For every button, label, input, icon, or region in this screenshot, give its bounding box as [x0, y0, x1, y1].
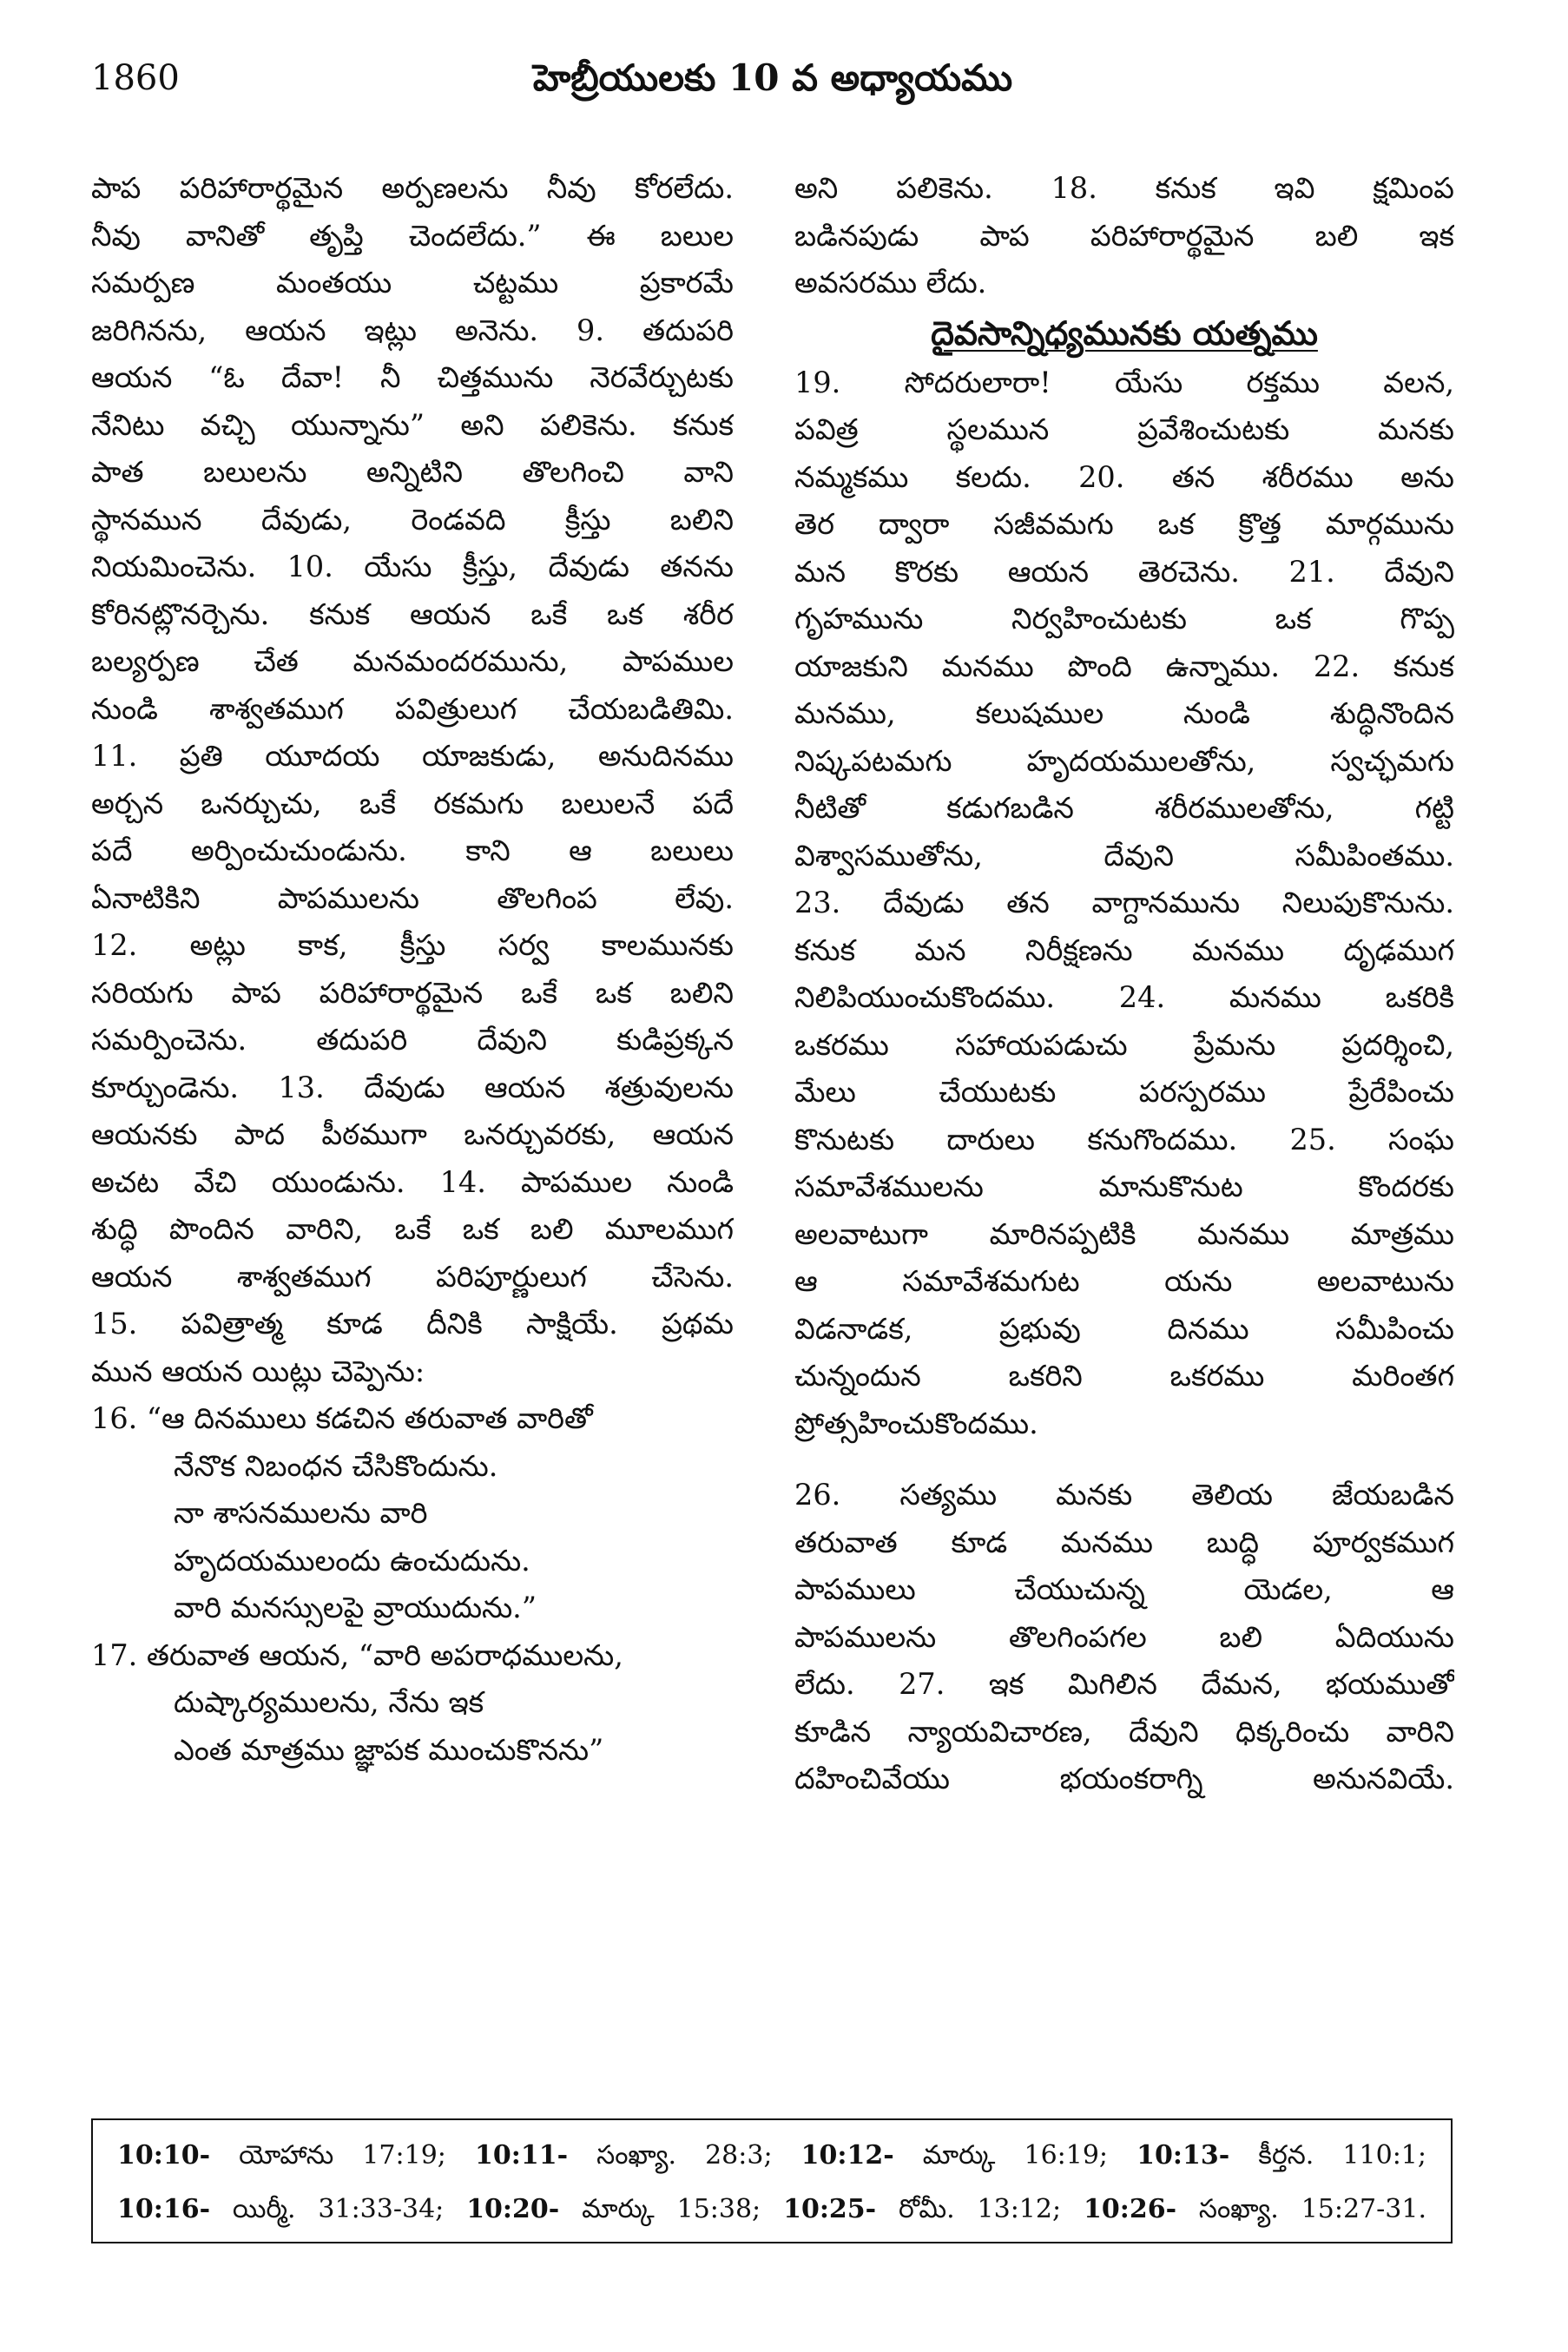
- right-top-paragraph: [794, 165, 1454, 307]
- footnote-text: యోహాను 17:19;: [210, 2140, 475, 2171]
- text-line: గృహమును నిర్వహించుటకు ఒక గొప్ప: [794, 602, 1454, 636]
- text-line: పాత బలులను అన్నిటిని తొలగించి వాని: [91, 455, 734, 489]
- text-line: పాపములను తొలగింపగల బలి ఏదియును: [794, 1619, 1454, 1654]
- text-line: అచట వేచి యుండును. 14. పాపముల నుండి: [91, 1164, 734, 1199]
- text-line: స్థానమున దేవుడు, రెండవది క్రీస్తు బలిని: [91, 502, 734, 537]
- footnote-ref: 10:10-: [117, 2140, 211, 2171]
- right-column: [794, 165, 1454, 1803]
- paragraph-gap: [794, 1447, 1454, 1472]
- text-line: నుండి శాశ్వతముగ పవిత్రులుగ చేయబడితిమి.: [91, 691, 734, 726]
- text-line: కనుక మన నిరీక్షణను మనము దృఢముగ: [794, 932, 1454, 967]
- text-line: ఒకరము సహాయపడుచు ప్రేమను ప్రదర్శించి,: [794, 1027, 1454, 1062]
- text-line: జరిగినను, ఆయన ఇట్లు అనెను. 9. తదుపరి: [91, 313, 734, 347]
- right-paragraph-2: [794, 1472, 1454, 1803]
- footnote-line-2: [117, 2183, 1426, 2237]
- footnote-ref: 10:25-: [783, 2194, 877, 2224]
- text-line: కూర్చుండెను. 13. దేవుడు ఆయన శత్రువులను: [91, 1070, 734, 1104]
- text-line: అలవాటుగా మారినప్పటికి మనము మాత్రము: [794, 1216, 1454, 1251]
- left-paragraph: [91, 165, 734, 1395]
- page-header: [91, 52, 1454, 104]
- text-line: అవసరము లేదు.: [794, 266, 987, 300]
- text-line: శుద్ధి పొందిన వారిని, ఒకే ఒక బలి మూలముగ: [91, 1212, 734, 1246]
- text-line: ఆయన “ఓ దేవా! నీ చిత్తమును నెరవేర్చుటకు: [91, 360, 734, 394]
- footnote-text: యిర్మీ. 31:33-34;: [210, 2194, 467, 2224]
- text-line: నేనిటు వచ్చి యున్నాను” అని పలికెను. కనుక: [91, 407, 734, 442]
- right-paragraph: [794, 359, 1454, 1448]
- text-line: 12. అట్లు కాక, క్రీస్తు సర్వ కాలమునకు: [91, 928, 734, 962]
- text-line: ప్రోత్సహించుకొందము.: [794, 1406, 1038, 1440]
- footnote-ref: 10:20-: [466, 2194, 560, 2224]
- text-line: నా శాసనములను వారి: [174, 1496, 428, 1530]
- text-line: చున్నందున ఒకరిని ఒకరము మరింతగ: [794, 1359, 1454, 1393]
- text-line: యాజకుని మనము పొంది ఉన్నాము. 22. కనుక: [794, 649, 1454, 683]
- page-number: 1860: [91, 58, 180, 98]
- text-line: 11. ప్రతి యూదయ యాజకుడు, అనుదినము: [91, 739, 734, 773]
- quote-verse-17: [91, 1632, 734, 1775]
- text-line: కొనుటకు దారులు కనుగొందము. 25. సంఘ: [794, 1122, 1454, 1156]
- text-line: నియమించెను. 10. యేసు క్రీస్తు, దేవుడు తనను: [91, 550, 734, 583]
- chapter-title: హెబ్రీయులకు 10 వ అధ్యాయము: [532, 56, 1013, 99]
- text-line: 15. పవిత్రాత్మ కూడ దీనికి సాక్షియే. ప్రథమ: [91, 1307, 734, 1341]
- footnote-text: సంఖ్యా. 28:3;: [568, 2140, 801, 2171]
- text-line: ఏనాటికిని పాపములను తొలగింప లేవు.: [91, 880, 734, 915]
- text-line: సమర్పణ మంతయు చట్టము ప్రకారమే: [91, 266, 734, 300]
- footnote-ref: 10:16-: [117, 2194, 211, 2224]
- text-line: తరువాత కూడ మనము బుద్ధి పూర్వకముగ: [794, 1525, 1454, 1559]
- text-line: నేనొక నిబంధన చేసికొందును.: [174, 1448, 498, 1483]
- text-line: తెర ద్వారా సజీవమగు ఒక క్రొత్త మార్గమును: [794, 507, 1454, 541]
- text-line: విశ్వాసముతోను, దేవుని సమీపింతము.: [794, 838, 1454, 873]
- quote-line: 17. తరువాత ఆయన, “వారి అపరాధములను,: [91, 1637, 623, 1672]
- text-line: పదే అర్పించుచుండును. కాని ఆ బలులు: [91, 833, 734, 867]
- text-line: నీవు వానితో తృప్తి చెందలేదు.” ఈ బలుల: [91, 218, 734, 253]
- text-line: పాపములు చేయుచున్న యెడల, ఆ: [794, 1572, 1454, 1606]
- text-line: అని పలికెను. 18. కనుక ఇవి క్షమింప: [794, 171, 1454, 205]
- quote-verse-16: [91, 1395, 734, 1632]
- footnote-text: మార్కు 15:38;: [559, 2194, 784, 2224]
- text-line: 23. దేవుడు తన వాగ్దానమును నిలుపుకొనును.: [794, 886, 1454, 919]
- text-line: లేదు. 27. ఇక మిగిలిన దేమన, భయముతో: [794, 1667, 1454, 1701]
- text-line: 26. సత్యము మనకు తెలియ జేయబడిన: [794, 1478, 1454, 1512]
- text-line: నిలిపియుంచుకొందము. 24. మనము ఒకరికి: [794, 980, 1454, 1014]
- text-line: సరియగు పాప పరిహారార్థమైన ఒకే ఒక బలిని: [91, 975, 734, 1010]
- text-line: కోరినట్లొనర్చెను. కనుక ఆయన ఒకే ఒక శరీర: [91, 596, 734, 631]
- footnote-text: కీర్తన. 110:1;: [1229, 2140, 1426, 2171]
- text-line: నమ్మకము కలదు. 20. తన శరీరము అను: [794, 459, 1454, 494]
- text-line: బడినపుడు పాప పరిహారార్థమైన బలి ఇక: [794, 218, 1454, 253]
- text-line: ఆ సమావేశమగుట యను అలవాటును: [794, 1264, 1454, 1298]
- text-line: దహించివేయు భయంకరాగ్ని అనునవియే.: [794, 1762, 1454, 1795]
- text-line: ఆయన శాశ్వతముగ పరిపూర్ణులుగ చేసెను.: [91, 1259, 734, 1294]
- footnote-text: సంఖ్యా. 15:27-31.: [1176, 2194, 1426, 2224]
- text-line: పాప పరిహారార్థమైన అర్పణలను నీవు కోరలేదు.: [91, 171, 734, 205]
- section-heading: దైవసాన్నిధ్యమునకు యత్నము: [931, 313, 1318, 352]
- text-line: విడనాడక, ప్రభువు దినము సమీపించు: [794, 1311, 1454, 1346]
- text-line: సమర్పించెను. తదుపరి దేవుని కుడిప్రక్కన: [91, 1023, 734, 1057]
- quote-line: 16. “ఆ దినములు కడచిన తరువాత వారితో: [91, 1401, 593, 1435]
- footnote-text: రోమీ. 13:12;: [876, 2194, 1084, 2224]
- text-line: ఎంత మాత్రము జ్ఞాపక ముంచుకొనను”: [174, 1732, 604, 1767]
- text-line: 19. సోదరులారా! యేసు రక్తము వలన,: [794, 365, 1454, 399]
- text-line: మున ఆయన యిట్లు చెప్పెను:: [91, 1354, 425, 1388]
- text-line: అర్చన ఒనర్చుచు, ఒకే రకమగు బలులనే పదే: [91, 786, 734, 820]
- text-line: మేలు చేయుటకు పరస్పరము ప్రేరేపించు: [794, 1075, 1454, 1109]
- text-line: దుష్కార్యములను, నేను ఇక: [174, 1685, 484, 1719]
- footnote-ref: 10:26-: [1084, 2194, 1177, 2224]
- text-line: మన కొరకు ఆయన తెరచెను. 21. దేవుని: [794, 554, 1454, 589]
- text-line: ఆయనకు పాద పీఠముగా ఒనర్చువరకు, ఆయన: [91, 1117, 734, 1151]
- text-line: మనము, కలుషముల నుండి శుద్ధినొందిన: [794, 696, 1454, 730]
- footnote-ref: 10:12-: [800, 2140, 894, 2171]
- text-line: హృదయములందు ఉంచుదును.: [174, 1543, 530, 1578]
- text-line: నీటితో కడుగబడిన శరీరములతోను, గట్టి: [794, 791, 1454, 825]
- footnote-ref: 10:11-: [475, 2140, 569, 2171]
- footnote-text: మార్కు 16:19;: [893, 2140, 1137, 2171]
- text-line: వారి మనస్సులపై వ్రాయుదును.”: [174, 1591, 537, 1624]
- footnote-ref: 10:13-: [1136, 2140, 1230, 2171]
- text-line: సమావేశములను మానుకొనుట కొందరకు: [794, 1169, 1454, 1203]
- left-column: [91, 165, 734, 1774]
- text-line: కూడిన న్యాయవిచారణ, దేవుని ధిక్కరించు వారిని: [794, 1714, 1454, 1749]
- text-line: నిష్కపటమగు హృదయములతోను, స్వచ్ఛమగు: [794, 743, 1454, 778]
- footnote-line-1: [117, 2129, 1426, 2183]
- footnote-box: [91, 2118, 1453, 2243]
- text-line: పవిత్ర స్థలమున ప్రవేశించుటకు మనకు: [794, 412, 1454, 446]
- text-line: బల్యర్పణ చేత మనమందరమును, పాపముల: [91, 644, 734, 678]
